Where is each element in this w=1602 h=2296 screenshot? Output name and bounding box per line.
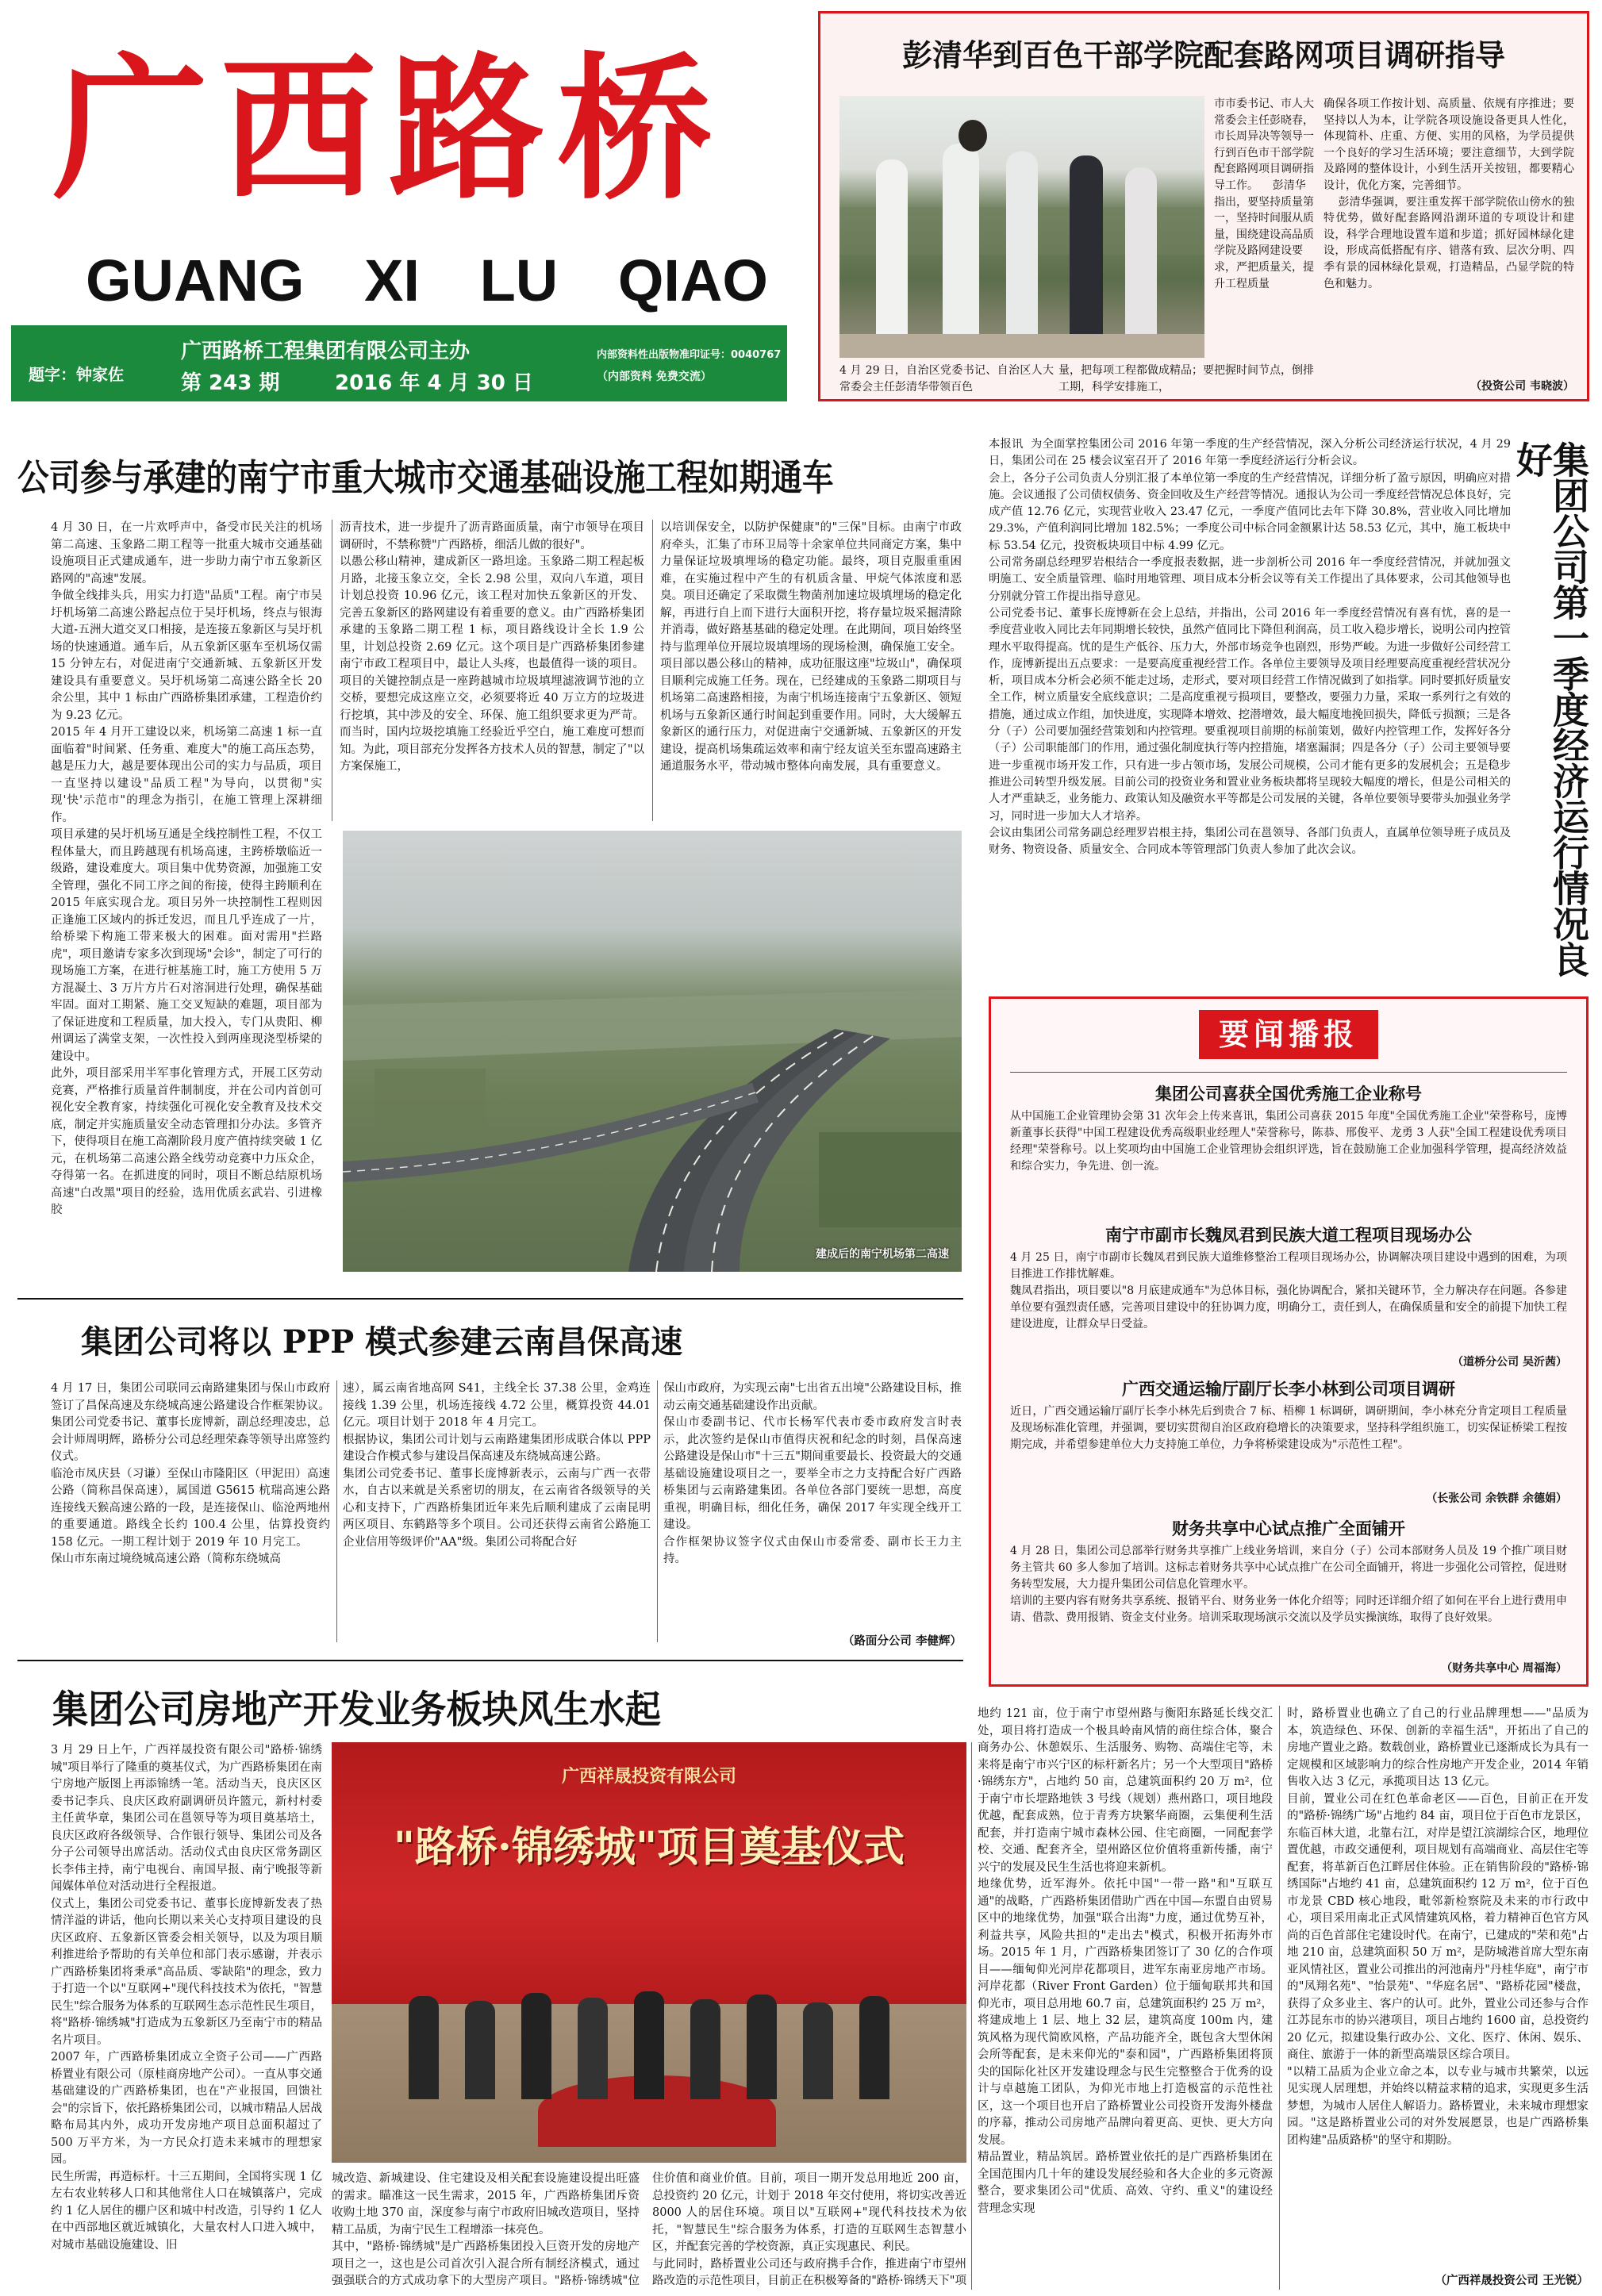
masthead-pinyin <box>86 241 768 321</box>
top-news-photo <box>839 96 1204 358</box>
brief-byline: （财务共享中心 周福海） <box>1441 1662 1567 1675</box>
article1-col1: 4 月 30 日，在一片欢呼声中，备受市民关注的机场第二高速、玉象路二期工程等一批重大城市交通基础设施项目正式建成通车，进一步助力南宁市五象新区路网的"高速"发展。 争做全线排头兵，用实力打造"品质"工程。南宁市吴圩机场第二高速公路起点位于吴圩机场，终点与银海大道-五洲大道交叉口相接，是连接五象新区与吴圩机场的快速通道。通车后，从五象新区驱车至机场仅需 15 分钟左右，对促进南宁交通新城、五象新区开发建设具有重要意义。吴圩机场第二高速公路全长 20 余公里，其中 1 标由广西路桥集团承建，工程造价约为 9.23 亿元。 2015 年 4 月开工建设以来，机场第二高速 1 标一直面临着"时间紧、任务重、难度大"的施工高压态势，越是压力大，越是要体现出公司的实力与品质，项目一直坚持以建设"品质工程"为导向，以贯彻"实现'快'示范市"的理念为指引，在施工管理上深耕细作。 项目承建的吴圩机场互通是全线控制性工程，不仅工程体量大，而且跨越现有机场高速，主跨桥墩临近一级路，建设难度大。项目集中优势资源，加强施工安全管理，强化不同工序之间的衔接，使得主跨顺利在 2015 年底实现合龙。项目另外一块控制性工程则因正逢施工区域内的拆迁发迟，而且几乎连成了一片，给桥梁下构施工带来极大的困难。面对需用"拦路虎"，项目邀请专家多次到现场"会诊"，制定了可行的现场施工方案，在进行桩基施工时，施工方使用 5 万方混凝土、3 万片方片石对溶洞进行处理，确保基础牢固。面对工期紧、施工交叉短缺的难题，项目部为了保证进度和工程质量，加大投入，专门从贵阳、柳州调运了满堂支架，一次性投入到两座现浇型桥梁的建设中。 此外，项目部采用半军事化管理方式，开展工区劳动竞赛，严格推行质量首件制制度，并在公司内首创可视化安全教育家，持续强化可视化安全教育及技术交底，制定并实施质量安全动态管理扣分办法。多管齐下，使得项目在施工高潮阶段月度产值持续突破 1 亿元，在机场第二高速公路全线劳动竞赛中力压众企，夺得第一名。在抓进度的同时，项目不断总结原机场高速"白改黑"项目的经验，选用优质玄武岩、引进橡胶 <box>51 521 322 1216</box>
brief-headline: 广西交通运输厅副厅长李小林到公司项目调研 <box>1122 1379 1455 1399</box>
highway-illustration <box>343 831 962 1272</box>
highway-photo <box>343 831 962 1272</box>
top-news-caption: 4 月 29 日，自治区党委书记、自治区人大常委会主任彭清华带领百色 <box>839 364 1054 394</box>
economic-report-text: 本报讯 为全面掌控集团公司 2016 年第一季度的生产经营情况，深入分析公司经济运行状况，4 月 29 日，集团公司在 25 楼会议室召开了 2016 年第一季度经济运行分析会议。 会上，各分子公司负责人分别汇报了本单位第一季度的生产经营情况，详细分析了盈亏原因，明确应对措施。会议通报了公司债权债务、资金回收及生产经营等情况。通报认为公司一季度经营情况总体良好，完成产值 12.76 亿元，实现营业收入 23.47 亿元，一季度产值同比去年下降 30.8%，营业收入同比增加 29.3%，产值利润同比增加 182.5%；一季度公司中标合同金额累计达 58.53 亿元，其中，施工板块中标 53.54 亿元，投资板块项目中标 4.99 亿元。 公司常务副总经理罗岩根结合一季度报表数据，进一步剖析公司 2016 年一季度经营情况，并就加强文明施工、安全质量管理、临时用地管理、项目成本分析会议等有关工作提出了具体要求，公司其他领导也分别就分管工作提出指导意见。 公司党委书记、董事长庞博新在会上总结，并指出，公司 2016 年一季度经营情况有喜有忧，喜的是一季度营业收入同比去年同期增长较快，虽然产值同比下降但利润高，员工收入稳步增长，说明公司内控管理水平取得提高。忧的是生产低谷、压力大，外部市场竞争也剧烈，形势严峻。为进一步做好公司经营工作，庞博新提出五点要求：一是要高度重视经营工作。各单位主要领导及项目经理要高度重视经营状况分析，项目成本分析会必须不能走过场，走形式，要对项目经营工作情况做到了如指掌。同时要抓好质量安全工作，树立质量安全底线意识；二是高度重视亏损项目，要整改，要强力力量，采取一系列行之有效的措施，通过成立作组，加快进度，实现降本增效、挖潜增效，最大幅度地挽回损失，降低亏损额；三是各分（子）公司要加强经营策划和内控管理。要重视项目前期的标前策划，做好内控管理工作，发挥好各分（子）公司职能部门的作用，通过强化制度执行等内控措施，堵塞漏洞；四是各分（子）公司主要领导要进一步重视市场开发工作，只有进一步占领市场，发展公司规模，公司才能有更多的发展机会；五是稳步推进公司转型升级发展。目前公司的投资业务和置业业务板块都将呈现较大幅度的增长，但是公司相关的人才严重缺乏，业务能力、政策认知及融资水平等都是公司发展的关键，各单位要领导要带头加强业务学习，同时进一步加大人才培养。 会议由集团公司常务副总经理罗岩根主持，集团公司在邕领导、各部门负责人，直属单位领导班子成员及财务、物资设备、质量安全、合同成本等管理部门负责人参加了此次会议。 <box>989 438 1511 857</box>
brief-byline: （长张公司 余铁群 余德娟） <box>1426 1492 1567 1505</box>
article3-byline: （广西祥晟投资公司 王光锐） <box>1435 2274 1589 2287</box>
news-briefs-box <box>989 996 1589 1687</box>
article2-byline: （路面分公司 李健辉） <box>842 1634 962 1648</box>
brief-text: 4 月 28 日，集团公司总部举行财务共享推广上线业务培训，来自分（子）公司本部财务人员及 19 个推广项目财务主管共 60 多人参加了培训。这标志着财务共享中心试点推广在公司全面铺开，将进一步强化公司管控，促进财务转型发展，大力提升集团公司信息化管理水平。 培训的主要内容有财务共享系统、报销平台、财务业务一体化介绍等；同时还详细介绍了如何在平台上进行费用申请、借款、费用报销、资金支付业务。培训采取现场演示交流以及学员实操演练，取得了良好效果。 <box>1010 1545 1567 1624</box>
banner-company: 广西祥晟投资有限公司 <box>561 1767 736 1787</box>
article2-headline: 集团公司将以 PPP 模式参建云南昌保高速 <box>81 1323 683 1361</box>
masthead-title: 广西路桥 <box>52 38 726 221</box>
masthead-bar <box>11 325 787 401</box>
article3-col1: 3 月 29 日上午，广西祥晟投资有限公司"路桥·锦绣城"项目举行了隆重的奠基仪式，为广西路桥集团在南宁房地产版图上再添锦绣一笔。活动当天，良庆区区委书记李兵、良庆区政府副调研员许篮元，新村村委主任黄华章，集团公司在邕领导等为项目奠基培土，良庆区政府各级领导、合作银行领导、集团公司及各分子公司领导出席活动。活动仪式由良庆区常务副区长李伟主持，南宁电视台、南国早报、南宁晚报等新闻媒体单位对活动进行全程报道。 仪式上，集团公司党委书记、董事长庞博新发表了热情洋溢的讲话，他向长期以来关心支持项目建设的良庆区政府、五象新区管委会相关领导，以及为项目顺利推进给予帮助的有关单位和部门表示感谢，并表示广西路桥集团将秉承"高品质、零缺陷"的理念，致力于打造一个以"互联网+"现代科技技术为依托，"智慧民生"综合服务为体系的互联网生态示范性民生项目，将"路桥·锦绣城"打造成为五象新区乃至南宁市的精品名片项目。 2007 年，广西路桥集团成立全资子公司——广西路桥置业有限公司（原桂商房地产公司）。一直从事交通基础建设的广西路桥集团，也在"产业报国，回馈社会"的宗旨下，依托路桥集团公司，以城市精品人居战略布局其内外，成功开发房地产项目总面积超过了 500 万平方米，为一方民众打造未来城市的理想家园。 民生所需，再造标杆。十三五期间，全国将实现 1 亿左右农业转移人口和其他常住人口在城镇落户，完成约 1 亿人居住的棚户区和城中村改造，引导约 1 亿人在中西部地区就近城镇化，大量农村人口进入城中，对城市基础设施建设、旧 <box>51 1744 322 2252</box>
economic-report-vertical-title: 集团公司第一季度经济运行情况良好 <box>1511 441 1590 977</box>
top-news-text-a: 市市委书记、市人大常委会主任彭晓春，市长周异决等领导一行到百色市干部学院配套路网项目调研指导工作。 彭清华指出，要坚持质量第一，坚持时间服从质量，围绕建设高品质学院及路网建设要求，严把质量关，提升工程质量 <box>1214 98 1314 290</box>
pinyin-word: LU <box>479 248 559 313</box>
brief-byline: （道桥分公司 吴沂茜） <box>1452 1356 1567 1369</box>
article3-col3: 住价值和商业价值。目前，项目一期开发总用地近 200 亩，总投资约 20 亿元，计划于 2018 年交付使用，将切实改善近 8000 人的居住环境。项目以"互联网+"现代科技技术为依托，"智慧民生"综合服务为体系，打造的互联网生态智慧小区，并配套完善的学校资源，真正实现惠民、利民。 与此同时，路桥置业公司还与政府携手合作，推进南宁市望州路改造的示范性项目，目前正在积极筹备的"路桥·锦绣天下"项 <box>652 2172 966 2287</box>
sponsor: 广西路桥工程集团有限公司主办 <box>181 340 471 363</box>
top-news-headline: 彭清华到百色干部学院配套路网项目调研指导 <box>901 37 1505 73</box>
pinyin-word: XI <box>364 248 420 313</box>
internal-note: （内部资料 免费交流） <box>597 371 712 383</box>
article2-col3: 保山市政府，为实现云南"七出省五出境"公路建设目标，推动云南交通基础建设作出贡献。 保山市委副书记、代市长杨军代表市委市政府发言时表示，此次签约是保山市值得庆祝和纪念的时刻，昌保高速公路建设是保山市"十三五"期间重要最长、投资最大的交通基础设施建设项目之一，要举全市之力支持配合好广西路桥集团与云南路建集团。各单位各部门要统一思想，高度重视，明确目标，细化任务，确保 2017 年实现全线开工建设。 合作框架协议签字仪式由保山市委常委、副市长王力主持。 <box>663 1382 962 1565</box>
article3-col5: 时，路桥置业也确立了自己的行业品牌理想——"品质为本，筑造绿色、环保、创新的幸福生活"，开拓出了自己的房地产置业之路。数载创业，路桥置业已逐渐成长为具有一定规模和区域影响力的综合性房地产开发企业，2014 年销售收入达 3 亿元，承揽项目达 13 亿元。 目前，置业公司在红色革命老区——百色，目前正在开发的"路桥·锦绣广场"占地约 84 亩，项目位于百色市龙景区，东临百林大道，北靠右江，对岸是望江滨湖综合区，地理位置优越，市政交通便利，项目规划有高端商业、高层住宅等配套，将革新百色江畔居住体验。正在销售阶段的"路桥·锦绣国际"占地约 41 亩，总建筑面积约 12 万 m²，位于百色市龙景 CBD 核心地段，毗邻新检察院及未来的市行政中心，项目采用南北正式风情建筑风格，着力精神百色官方风尚的百色首部住宅建设时代。在南宁，已建成的"荣和苑"占地 210 亩，总建筑面积 50 万 m²，是防城港首席大型东南亚风情社区，置业公司推出的河池南丹"丹桂华庭"，南宁市的"凤翔名苑"、"怡景苑"、"华庭名居"、"路桥花园"楼盘，获得了众多业主、客户的认可。此外，置业公司还参与合作江苏昆东市的协兴港项目，项目占地约 1600 亩，总投资约 20 亿元，拟建设集行政办公、文化、医疗、休闲、娱乐、商住、旅游于一体的新型高端景区综合项目。 "以精工品质为企业立命之本，以专业与城市共繁荣，以远见实现人居理想，并始终以精益求精的追求，实现更多生活梦想，为城市人居住人解语力。路桥置业，未来城市理想家园。"这是路桥置业公司的对外发展愿景，也是广西路桥集团构建"品质路桥"的坚守和期盼。 <box>1287 1707 1589 2147</box>
news-briefs-title: 要闻播报 <box>1199 1010 1378 1059</box>
article1-headline: 公司参与承建的南宁市重大城市交通基础设施工程如期通车 <box>17 456 834 499</box>
brief-text: 从中国施工企业管理协会第 31 次年会上传来喜讯，集团公司喜获 2015 年度"全国优秀施工企业"荣誉称号，庞博新董事长获得"中国工程建设优秀高级职业经理人"荣誉称号，陈恭、邢俊平、龙勇 3 人获"全国工程建设优秀项目经理"荣誉称号。以上奖项均由中国施工企业管理协会组织评选，旨在鼓励施工企业加强科学管理，提高经济效益和综合实力，争先进、创一流。 <box>1010 1110 1567 1173</box>
brief-text: 近日，广西交通运输厅副厅长李小林先后到贵合 7 标、梧柳 1 标调研，调研期间，李小林充分肯定项目工程质量及现场标准化管理，并强调，要切实贯彻自治区政府稳增长的决策要求，坚持科学组织施工，切实保证桥梁工程按期完成，并希望参建单位大力支持施工单位，力争将桥梁建设成为"示范性工程"。 <box>1010 1405 1567 1451</box>
top-news-box <box>818 11 1589 401</box>
pinyin-word: QIAO <box>617 248 768 313</box>
inscriber: 题字：钟家佐 <box>29 365 124 384</box>
highway-photo-caption: 建成后的南宁机场第二高速 <box>816 1248 949 1261</box>
brief-headline: 集团公司喜获全国优秀施工企业称号 <box>1155 1084 1422 1104</box>
article1-col2: 沥青技术，进一步提升了沥青路面质量，南宁市领导在项目调研时，不禁称赞"广西路桥，细活儿做的很好"。 以愚公移山精神，建成新区一路坦途。玉象路二期工程起板月路，北接玉象立交，全长 2.98 公里，双向八车道，项目计划总投资 10.96 亿元，该工程对加快五象新区的开发、完善五象新区的路网建设有着重要的意义。由广西路桥集团承建的玉象路二期工程 1 标，项目路线设计全长 1.9 公里，计划总投资 2.69 亿元。这个项目是广西路桥集团参建南宁市政工程项目中，最让人头疼，也最值得一谈的项目。项目的关键控制点是一座跨越城市垃圾填埋滤液调节池的立交桥，要想完成这座立交，必须要将近 40 万立方的垃圾进行挖填，其中涉及的安全、环保、施工组织要求更为严苛。而当时，国内垃圾挖填施工经验近乎空白，施工难度可想而知。为此，项目部充分发挥各方技术人员的智慧，制定了"以方案保施工， <box>340 521 644 773</box>
brief-text: 4 月 25 日，南宁市副市长魏凤君到民族大道维修整治工程项目现场办公，协调解决项目建设中遇到的困难，为项目推进工作排忧解难。 魏凤君指出，项目要以"8 月底建成通车"为总体目标，强化协调配合，紧扣关键环节，全力解决存在问题。各参建单位要有强烈责任感，完善项目建设中的狂协调力度，明确分工，责任到人，在确保质量和安全的前提下加快工程建设进度，让群众早日受益。 <box>1010 1251 1567 1330</box>
article3-headline: 集团公司房地产开发业务板块风生水起 <box>52 1687 662 1732</box>
article2-col1: 4 月 17 日，集团公司联同云南路建集团与保山市政府签订了昌保高速及东绕城高速公路建设合作框架协议。集团公司党委书记、董事长庞博新，副总经理凌忠，总会计师周明辉，路桥分公司总经理荣森等领导出席签约仪式。 临沧市凤庆县（习谦）至保山市隆阳区（甲泥田）高速公路（简称昌保高速），属国道 G5615 杭瑞高速公路连接线天猴高速公路的一段，是连接保山、临沧两地州的重要通道。路线全长约 100.4 公里，估算投资约 158 亿元。一期工程计划于 2019 年 10 月完工。 保山市东南过境绕城高速公路（简称东绕城高 <box>51 1382 330 1565</box>
article3-col4: 地约 121 亩，位于南宁市望州路与衡阳东路延长线交汇处，项目将打造成一个极具岭南风情的商住综合体，聚合商务办公、休憩娱乐、生活服务、购物、高端住宅等，未来将是南宁市兴宁区的标杆新名片；另一个大型项目"路桥·锦绣东方"，占地约 50 亩，总建筑面积约 20 万 m²，位于南宁市长堽路地铁 3 号线（规划）燕州路口，项目地段优越，配套成熟，位于青秀方块繁华商圈，云集便利生活配套，并打造南宁城市森林公园、住宅商圈，一同配套学校、交通、配套齐全，望州路区位价值将重新传播，南宁兴宁的发展及民生生活也将迎来新机。 地缘优势，近军海外。依托中国"一带一路"和"互联互通"的战略，广西路桥集团借助广西在中国—东盟自由贸易区中的地缘优势，加强"联合出海"力度，通过优势互补，利益共享，风险共担的"走出去"模式，积极开拓海外市场。2015 年 1 月，广西路桥集团签订了 30 亿的合作项目——缅甸仰光河岸花都项目，进军东南亚房地产市场。河岸花都（River Front Garden）位于缅甸联邦共和国仰光市，项目总用地 60.7 亩，总建筑面积约 25 万 m²，将建成地上 1 层、地上 32 层，建筑高度 100m 内，建筑风格为现代简欧风格，产品功能齐全，既包含大型休闲会所等配套，是未来仰光的"泰和园"，广西路桥集团将顶尖的国际化社区开发建设理念与民生完整整合于优秀的设计与卓越施工团队，为仰光市地上打造极富的示范性社区，这一个项目也开启了路桥置业公司投资开发海外楼盘的序幕，推动公司房地产品牌向着更高、更快、更大方向发展。 精品置业，精品筑居。路桥置业依托的是广西路桥集团在全国范围内几十年的建设发展经验和各大企业的多元资源整合，要求集团公司"优质、高效、守约、重义"的建设经营理念实现 <box>978 1707 1273 2215</box>
banner-title: "路桥·锦绣城"项目奠基仪式 <box>393 1823 905 1872</box>
pinyin-word: GUANG <box>86 248 305 313</box>
permit-number: 内部资料性出版物准印证号：0040767 <box>597 349 782 361</box>
article2-col2: 速），属云南省地高网 S41，主线全长 37.38 公里，金鸡连接线 1.39 公里，机场连接线 4.72 公里，概算投资 44.01 亿元。项目计划于 2018 年 4 月完工。 根据协议，集团公司计划与云南路建集团形成联合体以 PPP 建设合作模式参与建设昌保高速及东绕城高速公路。 集团公司党委书记、董事长庞博新表示，云南与广西一衣带水，自古以来就是关系密切的朋友，在云南省各级领导的关心和支持下，广西路桥集团近年来先后顺利建成了云南昆明两区项目、东鹤路等多个项目。公司还获得云南省公路施工企业信用等级评价"AA"级。集团公司将配合好 <box>343 1382 651 1549</box>
brief-headline: 财务共享中心试点推广全面铺开 <box>1172 1519 1405 1538</box>
top-news-byline: （投资公司 韦晓波） <box>1470 380 1574 393</box>
groundbreaking-photo <box>332 1742 966 2163</box>
top-news-text-b: 确保各项工作按计划、高质量、依规有序推进；要坚持以人为本，让学院各项设施设备更具人性化，体现简朴、庄重、方便、实用的风格，为学员提供一个良好的学习生活环境；要注意细节，大到学院及路网的整体设计，小到生活开关按钮，都要精心设计，优化方案，完善细节。 彭清华强调，要注重发挥干部学院依山傍水的独特优势，做好配套路网沿湖环道的专项设计和建设，科学合理地设置车道和步道；抓好园林绿化建设，形成高低搭配有序、错落有致、层次分明、四季有景的园林绿化景观，打造精品，凸显学院的特色和魅力。 <box>1323 98 1574 290</box>
top-news-text-c: 量，把每项工程都做成精品；要把握时间节点，倒排工期，科学安排施工， <box>1058 364 1314 394</box>
article1-col3: 以培训保安全，以防护保健康"的"三保"目标。由南宁市政府牵头，汇集了市环卫局等十余家单位共同商定方案，集中力量保证垃圾填埋场的稳定功能。最终，项目克服重重困难，在实施过程中产生的有机质含量、甲烷气体浓度和恶臭。项目还确定了采取微生物菌剂加速垃圾填埋场的稳定化解，再进行自上而下进行大面积开挖，将存量垃圾采掘清除并消毒，做好路基基础的稳定处理。在此期间，项目始终坚持与监理单位开展垃圾填埋场的现场检测，确保施工安全。项目部以愚公移山的精神，成功征服这座"垃圾山"，确保项目顺利完成施工任务。现在，已经建成的玉象路二期项目与机场第二高速路相接，为南宁机场连接南宁五象新区、领短机场与五象新区通行时间起到重要作用。同时，大大缓解五象新区的通行压力，对促进南宁交通新城、五象新区的开发建设，提高机场集疏运效率和南宁经友谊关至东盟高速路主通道服务水平，带动城市整体向南发展，具有重要意义。 <box>660 521 962 773</box>
brief-headline: 南宁市副市长魏凤君到民族大道工程项目现场办公 <box>1105 1225 1472 1245</box>
issue-date: 2016 年 4 月 30 日 <box>335 371 533 395</box>
issue-number: 第 243 期 <box>181 371 280 395</box>
article3-col2: 城改造、新城建设、住宅建设及相关配套设施建设提出旺盛的需求。瞄准这一民生需求，2015 年，广西路桥集团斥资收购土地 370 亩，深度参与南宁市政府旧城改造项目，坚持精工品质，为南宁民生工程增添一抹亮色。 其中，"路桥·锦绣城"是广西路桥集团投入巨资开发的房地产项目之一，这也是公司首次引入混合所有制经济模式，通过强强联合的方式成功拿下的大型房产项目。"路桥·锦绣城"位 <box>332 2172 640 2287</box>
masthead <box>11 11 787 401</box>
